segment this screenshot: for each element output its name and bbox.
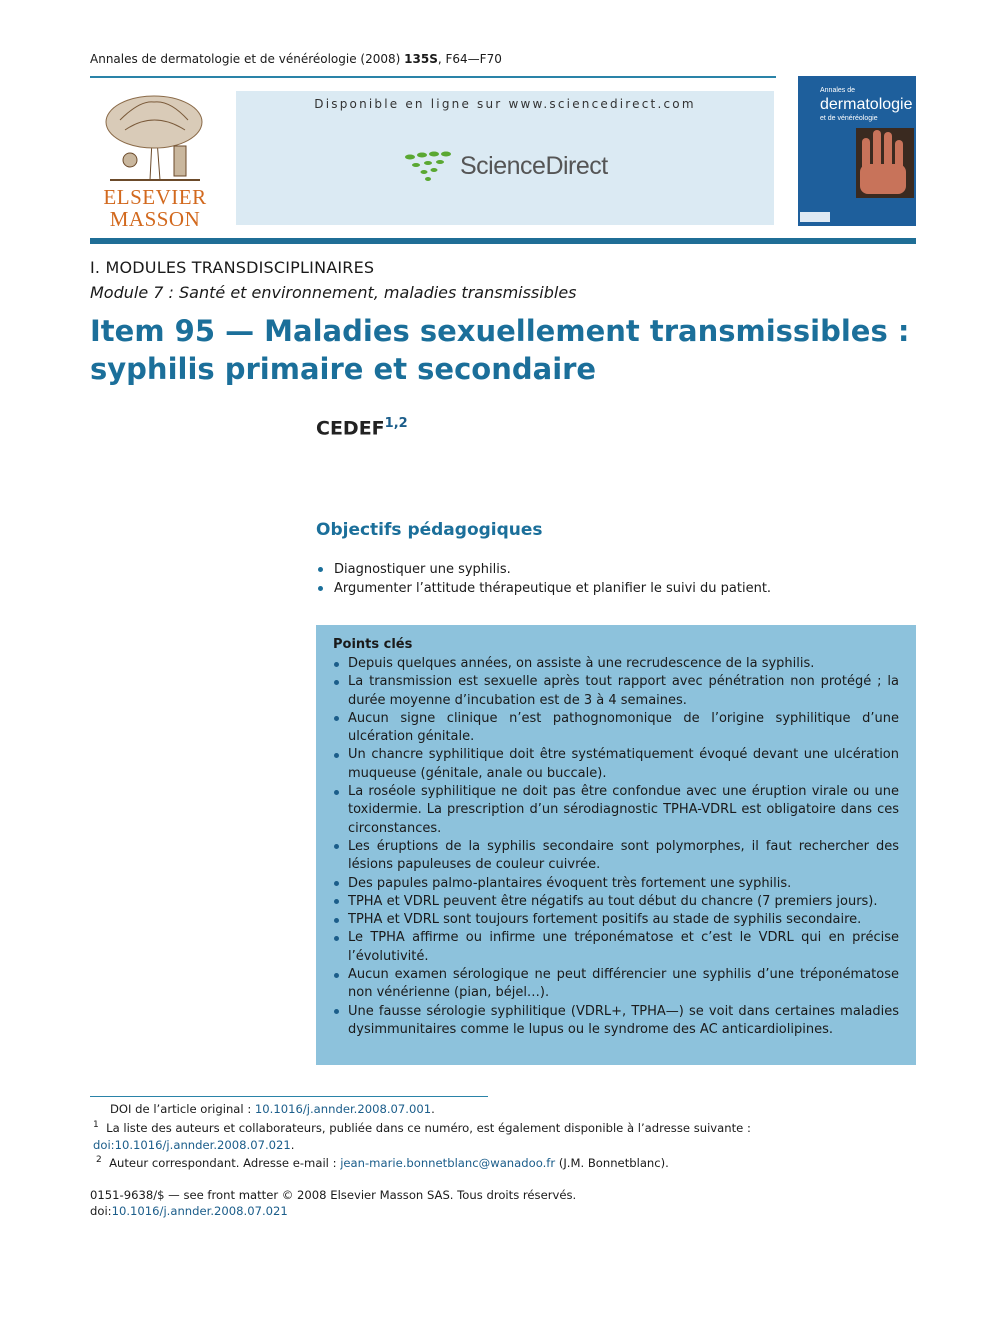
elsevier-masson-logo[interactable]: [90, 90, 220, 231]
copyright-doi: [90, 1203, 916, 1220]
cover-title: [820, 84, 913, 126]
copyright-doi-prefix: doi:: [90, 1204, 112, 1218]
footnote-2-text: Auteur correspondant. Adresse e-mail :: [109, 1155, 337, 1170]
key-points-box: [316, 625, 916, 1065]
author-name: CEDEF: [316, 417, 385, 440]
cover-title-main: dermatologie: [820, 96, 913, 113]
header-rule: [90, 76, 776, 78]
journal-citation: [90, 52, 502, 66]
copyright-line: 0151-9638/$ — see front matter © 2008 Elsevier Masson SAS. Tous droits réservés.: [90, 1188, 577, 1202]
article-title: Item 95 — Maladies sexuellement transmissibles : syphilis primaire et secondaire: [90, 314, 910, 386]
module-heading: Module 7 : Santé et environnement, maladies transmissibles: [90, 283, 577, 302]
list-item: La transmission est sexuelle après tout rapport avec pénétration non protégé ; la durée moyenne d’incubation est de 3 à 4 semaines.: [333, 673, 899, 710]
footnote-2: [96, 1152, 922, 1172]
elsevier-word: ELSEVIER: [103, 185, 207, 209]
title-rule: [90, 238, 916, 244]
footnote-rule: [90, 1096, 488, 1097]
sciencedirect-leaves-icon: [404, 149, 454, 183]
footnote-1-text: La liste des auteurs et collaborateurs, publiée dans ce numéro, est également disponible à l’adresse suivante :: [106, 1120, 751, 1135]
footnote-1-mark: 1: [93, 1120, 99, 1130]
available-online-text: Disponible en ligne sur www.sciencedirect.com: [314, 97, 696, 111]
footnote-1-end: .: [290, 1137, 295, 1152]
footnote-1: [93, 1117, 919, 1154]
footnote-doi: [110, 1101, 936, 1118]
copyright-doi-link[interactable]: 10.1016/j.annder.2008.07.021: [111, 1204, 288, 1218]
corresponding-email-link[interactable]: jean-marie.bonnetblanc@wanadoo.fr: [340, 1155, 556, 1170]
objectives-list: [316, 560, 916, 598]
cover-subtitle: et de vénéréologie: [820, 115, 878, 122]
list-item: Diagnostiquer une syphilis.: [316, 560, 916, 579]
list-item: Aucun signe clinique n’est pathognomonique de l’origine syphilitique d’une ulcération génitale.: [333, 710, 899, 747]
key-points-list: [333, 655, 899, 1039]
masson-word: MASSON: [109, 207, 201, 231]
doi-end: .: [431, 1102, 435, 1116]
list-item: Le TPHA affirme ou infirme une tréponématose et c’est le VDRL qui en précise l’évolutivité.: [333, 929, 899, 966]
list-item: Argumenter l’attitude thérapeutique et planifier le suivi du patient.: [316, 579, 916, 598]
list-item: TPHA et VDRL sont toujours fortement positifs au stade de syphilis secondaire.: [333, 911, 899, 929]
journal-name: Annales de dermatologie et de vénéréologie (2008): [90, 52, 401, 66]
list-item: Un chancre syphilitique doit être systématiquement évoqué devant une ulcération muqueuse (génitale, anale ou buccale).: [333, 746, 899, 783]
footnote-2-end: (J.M. Bonnetblanc).: [558, 1155, 669, 1170]
doi-link[interactable]: 10.1016/j.annder.2008.07.001: [254, 1102, 432, 1116]
objectives-heading: Objectifs pédagogiques: [316, 520, 543, 540]
elsevier-tree-icon: [90, 90, 220, 182]
list-item: Depuis quelques années, on assiste à une recrudescence de la syphilis.: [333, 655, 899, 673]
journal-cover[interactable]: [798, 76, 916, 226]
list-item: Une fausse sérologie syphilitique (VDRL+, TPHA—) se voit dans certaines maladies dysimmunitaires comme le lupus ou le syndrome des AC anticardiolipines.: [333, 1003, 899, 1040]
list-item: La roséole syphilitique ne doit pas être confondue avec une éruption virale ou une toxidermie. La prescription d’un sérodiagnostic TPHA-VDRL est obligatoire dans ces circonstances.: [333, 783, 899, 838]
sciencedirect-banner[interactable]: [236, 91, 774, 225]
author-line: [316, 416, 408, 439]
cover-badge: [800, 212, 830, 222]
sciencedirect-wordmark: ScienceDirect: [460, 151, 608, 180]
list-item: Les éruptions de la syphilis secondaire sont polymorphes, il faut rechercher des lésions papuleuses de couleur cuivrée.: [333, 838, 899, 875]
footnote-2-mark: 2: [96, 1155, 102, 1165]
section-heading: I. MODULES TRANSDISCIPLINAIRES: [90, 258, 375, 277]
journal-volume: 135S: [404, 52, 438, 66]
key-points-heading: Points clés: [333, 637, 413, 652]
footnote-1-link[interactable]: doi:10.1016/j.annder.2008.07.021: [93, 1137, 291, 1152]
sciencedirect-logo[interactable]: [404, 149, 608, 183]
journal-pages: , F64—F70: [437, 52, 502, 66]
cover-hand-image: [856, 128, 914, 198]
author-footnote-marks[interactable]: 1,2: [384, 416, 408, 431]
cover-title-small: Annales de: [820, 87, 856, 94]
list-item: Aucun examen sérologique ne peut différencier une syphilis d’une tréponématose non vénérienne (pian, béjel…).: [333, 966, 899, 1003]
list-item: TPHA et VDRL peuvent être négatifs au tout début du chancre (7 premiers jours).: [333, 893, 899, 911]
list-item: Des papules palmo-plantaires évoquent très fortement une syphilis.: [333, 875, 899, 893]
doi-label: DOI de l’article original :: [110, 1102, 252, 1116]
